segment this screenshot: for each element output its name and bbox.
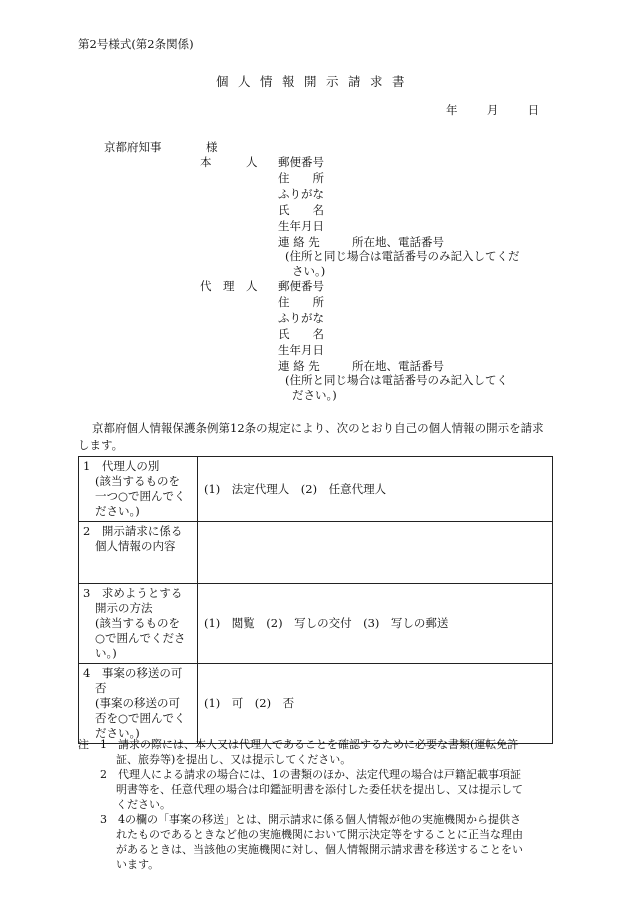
row-label-line: 2 開示請求に係る — [83, 524, 183, 538]
agent-name-field[interactable]: 氏 名 — [278, 327, 324, 341]
notes-section — [78, 737, 558, 872]
note-line: 3 4の欄の「事案の移送」とは、開示請求に係る個人情報が他の実施機関から提供さ — [100, 813, 521, 826]
notes-prefix: 注 — [78, 738, 89, 751]
intro-text: 京都府個人情報保護条例第12条の規定により、次のとおり自己の個人情報の開示を請求 — [92, 421, 544, 435]
row-label-line: ださい。) — [95, 726, 140, 740]
note-2 — [78, 767, 558, 812]
note-line: 2 代理人による請求の場合には、1の書類のほか、法定代理の場合は戸籍記載事項証 — [100, 768, 521, 781]
agent-furigana-field[interactable]: ふりがな — [278, 311, 324, 325]
agent-contact-detail: 所在地、電話番号 — [352, 359, 444, 373]
row-label — [79, 457, 198, 522]
row-label-line: 個人情報の内容 — [95, 539, 176, 553]
row-label-line: い。) — [95, 646, 117, 660]
principal-contact-field[interactable]: 連 絡 先 — [278, 235, 320, 249]
row-label-line: 3 求めようとする — [83, 586, 183, 600]
note-line: 証、旅券等)を提出し、又は提示してください。 — [116, 753, 352, 766]
note-3 — [78, 812, 558, 872]
date-day[interactable]: 日 — [527, 103, 540, 117]
agent-label: 代 理 人 — [200, 279, 258, 293]
note-line: ください。 — [116, 798, 171, 811]
principal-birthdate-field[interactable]: 生年月日 — [278, 219, 324, 233]
row-label-line: 一つ○で囲んでく — [95, 489, 186, 503]
date-month[interactable]: 月 — [486, 103, 499, 117]
row-label-line: 否を○で囲んでく — [95, 711, 186, 725]
table-row-agent-type — [79, 457, 553, 522]
note-1 — [78, 737, 558, 767]
row-label-line: (該当するものを — [95, 616, 180, 630]
principal-address-field[interactable]: 住 所 — [278, 171, 324, 185]
principal-contact-note: (住所と同じ場合は電話番号のみ記入してくだ — [285, 249, 520, 263]
note-line: れたものであるときなど他の実施機関において開示決定等をすることに正当な理由 — [116, 828, 523, 841]
case-transfer-options[interactable]: (1) 可 (2) 否 — [198, 664, 553, 744]
agent-contact-note: (住所と同じ場合は電話番号のみ記入してく — [285, 373, 508, 387]
row-label — [79, 584, 198, 664]
addressee-name: 京都府知事 — [104, 140, 162, 154]
table-row-case-transfer — [79, 664, 553, 744]
row-label-line: (事案の移送の可 — [95, 696, 180, 710]
row-label — [79, 522, 198, 584]
agent-contact-field[interactable]: 連 絡 先 — [278, 359, 320, 373]
date-line — [446, 102, 539, 118]
row-label-line: ○で囲んでくださ — [95, 631, 186, 645]
principal-furigana-field[interactable]: ふりがな — [278, 187, 324, 201]
principal-name-field[interactable]: 氏 名 — [278, 203, 324, 217]
row-label-line: 1 代理人の別 — [83, 459, 160, 473]
agent-postal-field[interactable]: 郵便番号 — [278, 279, 324, 293]
info-content-field[interactable] — [198, 522, 553, 584]
agent-address-field[interactable]: 住 所 — [278, 295, 324, 309]
principal-postal-field[interactable]: 郵便番号 — [278, 155, 324, 169]
note-line: があるときは、当該他の実施機関に対し、個人情報開示請求書を移送することをい — [116, 843, 523, 856]
note-line: います。 — [116, 858, 160, 871]
row-label-line: ださい。) — [95, 504, 140, 518]
page-title: 個人情報開示請求書 — [215, 74, 414, 89]
row-label-line: (該当するものを — [95, 474, 180, 488]
row-label-line: 4 事案の移送の可 — [83, 666, 183, 680]
note-line: 明書等を、任意代理の場合は印鑑証明書を添付した委任状を提出し、又は提示して — [116, 783, 523, 796]
intro-text-cont: します。 — [78, 438, 124, 452]
agent-contact-note-cont: ださい。) — [292, 388, 337, 402]
row-label-line: 否 — [95, 681, 107, 695]
agent-type-options[interactable]: (1) 法定代理人 (2) 任意代理人 — [198, 457, 553, 522]
disclosure-method-options[interactable]: (1) 閲覧 (2) 写しの交付 (3) 写しの郵送 — [198, 584, 553, 664]
principal-contact-detail: 所在地、電話番号 — [352, 235, 444, 249]
form-number: 第2号様式(第2条関係) — [78, 37, 194, 51]
principal-contact-note-cont: さい。) — [292, 264, 326, 278]
row-label-line: 開示の方法 — [95, 601, 153, 615]
addressee-honorific: 様 — [206, 140, 218, 154]
date-year[interactable]: 年 — [446, 103, 458, 117]
request-table — [78, 456, 553, 744]
note-line: 1 請求の際には、本人又は代理人であることを確認するために必要な書類(運転免許 — [100, 738, 519, 751]
table-row-disclosure-method — [79, 584, 553, 664]
table-row-info-content — [79, 522, 553, 584]
principal-label: 本 人 — [200, 155, 258, 169]
row-label — [79, 664, 198, 744]
agent-birthdate-field[interactable]: 生年月日 — [278, 343, 324, 357]
